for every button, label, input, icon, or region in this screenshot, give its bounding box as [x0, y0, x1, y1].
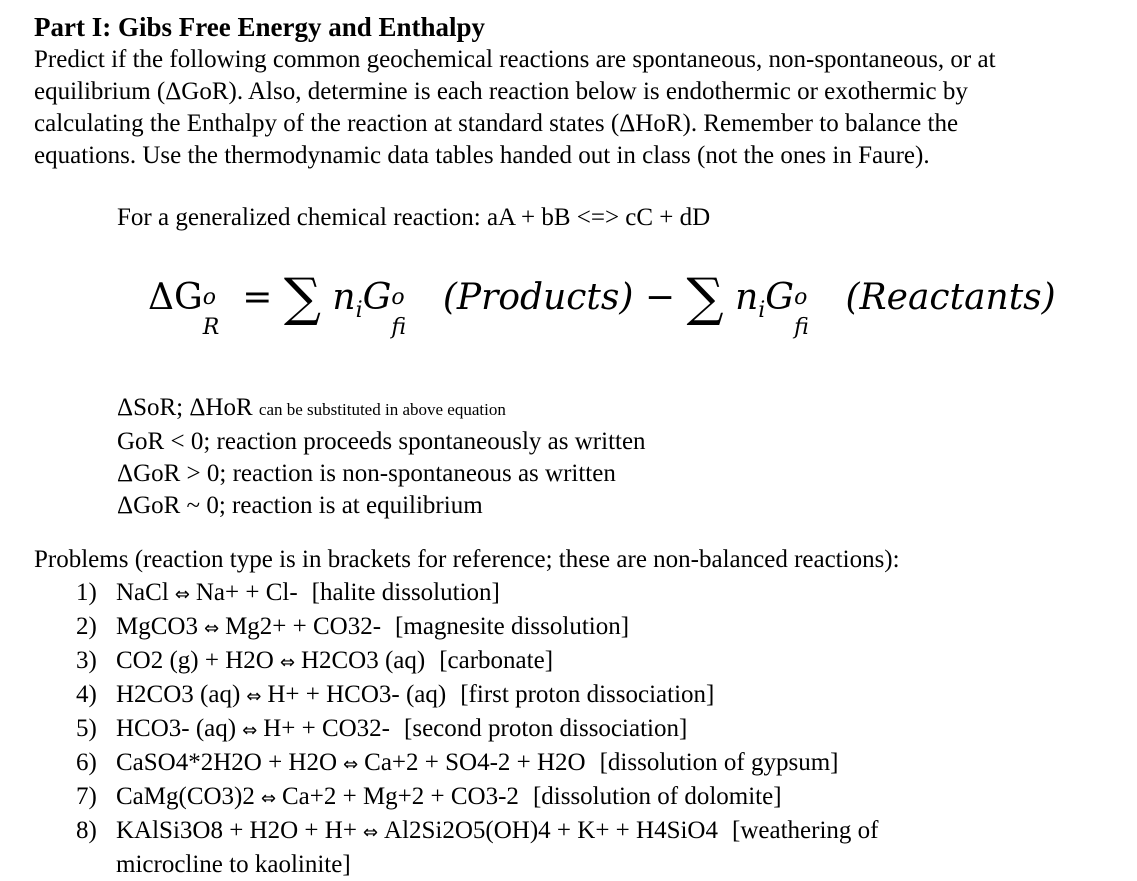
problem-item-continuation: microcline to kaolinite] — [116, 851, 351, 878]
criteria-line: ΔGoR > 0; reaction is non-spontaneous as written — [117, 460, 616, 487]
reaction-type: [dissolution of dolomite] — [532, 783, 782, 810]
problem-item — [76, 713, 878, 747]
reactants: CaMg(CO3)2 — [116, 783, 255, 810]
criteria-list — [117, 392, 646, 522]
problem-item — [76, 679, 878, 713]
eq-g-sup: o — [391, 285, 405, 310]
products: Ca+2 + Mg+2 + CO3-2 — [281, 783, 519, 810]
equilibrium-arrow-icon: ⇔ — [174, 584, 190, 605]
eq-equals: = — [242, 277, 273, 318]
criteria-line: GoR < 0; reaction proceeds spontaneously as written — [117, 428, 646, 455]
problems-heading: Problems (reaction type is in brackets for reference; these are non-balanced reactions): — [34, 546, 900, 573]
eq-g-sup: o — [794, 285, 808, 310]
problem-number: 1) — [76, 579, 97, 606]
intro-line: equilibrium (ΔGoR). Also, determine is each reaction below is endothermic or exothermic by — [34, 78, 968, 105]
problem-number: 4) — [76, 681, 97, 708]
problem-item — [76, 611, 878, 645]
products: Al2Si2O5(OH)4 + K+ + H4SiO4 — [384, 817, 718, 844]
intro-line: calculating the Enthalpy of the reaction at standard states (ΔHoR). Remember to balance the — [34, 110, 959, 137]
equilibrium-arrow-icon: ⇔ — [343, 754, 359, 775]
problem-item — [76, 781, 878, 815]
reaction-type: [weathering of — [732, 817, 879, 844]
equilibrium-arrow-icon: ⇔ — [203, 618, 220, 639]
products: H2CO3 (aq) — [300, 647, 426, 674]
eq-term-sub: i — [355, 298, 363, 323]
products: Mg2+ + CO32- — [225, 613, 382, 640]
reactants: HCO3- (aq) — [116, 715, 237, 742]
problem-item — [76, 645, 878, 679]
products: H+ + CO32- — [263, 715, 391, 742]
eq-products: (Products) — [442, 277, 634, 318]
problems-list — [76, 577, 878, 881]
eq-g: G — [362, 277, 392, 318]
reactants: H2CO3 (aq) — [116, 681, 241, 708]
criteria-symbols: ΔSoR; ΔHoR — [117, 394, 253, 421]
criteria-line — [117, 392, 646, 426]
sum-symbol: ∑ — [283, 268, 321, 328]
reactants: NaCl — [116, 579, 169, 606]
general-reaction: For a generalized chemical reaction: aA + bB <=> cC + dD — [117, 204, 711, 231]
eq-g: G — [765, 277, 795, 318]
sum-symbol: ∑ — [686, 268, 724, 328]
reactants: KAlSi3O8 + H2O + H+ — [116, 817, 357, 844]
problem-number: 2) — [76, 613, 97, 640]
products: Ca+2 + SO4-2 + H2O — [364, 749, 586, 776]
products: Na+ + Cl- — [195, 579, 298, 606]
problem-item — [76, 815, 878, 849]
reaction-type: [first proton dissociation] — [460, 681, 715, 708]
intro-line: equations. Use the thermodynamic data tables handed out in class (not the ones in Faure). — [34, 142, 930, 169]
eq-lhs-sup: o — [202, 285, 217, 310]
eq-g-sub: fi — [391, 315, 407, 340]
criteria-line: ΔGoR ~ 0; reaction is at equilibrium — [117, 492, 483, 519]
problem-number: 6) — [76, 749, 97, 776]
equilibrium-arrow-icon: ⇔ — [260, 788, 276, 809]
equilibrium-arrow-icon: ⇔ — [242, 720, 258, 741]
criteria-note: can be substituted in above equation — [258, 400, 506, 419]
reaction-type: [carbonate] — [439, 647, 554, 674]
eq-lhs-sub: R — [202, 315, 220, 340]
problem-item — [76, 577, 878, 611]
reactants: MgCO3 — [116, 613, 198, 640]
problem-number: 5) — [76, 715, 97, 742]
intro-paragraph — [34, 44, 1124, 172]
reaction-type: [dissolution of gypsum] — [599, 749, 839, 776]
intro-line: Predict if the following common geochemical reactions are spontaneous, non-spontaneous, or at — [34, 46, 996, 73]
reaction-type: [second proton dissociation] — [404, 715, 688, 742]
reaction-type: [halite dissolution] — [311, 579, 500, 606]
problem-number: 3) — [76, 647, 97, 674]
reaction-type: [magnesite dissolution] — [395, 613, 630, 640]
section-title: Part I: Gibs Free Energy and Enthalpy — [34, 12, 486, 42]
eq-term-sub: i — [758, 298, 766, 323]
reactants: CO2 (g) + H2O — [116, 647, 274, 674]
gibbs-equation — [148, 268, 1056, 340]
equilibrium-arrow-icon: ⇔ — [246, 686, 262, 707]
problem-number: 7) — [76, 783, 97, 810]
eq-g-sub: fi — [794, 315, 809, 340]
products: H+ + HCO3- (aq) — [267, 681, 447, 708]
eq-lhs: ΔG — [148, 277, 203, 318]
problem-number: 8) — [76, 817, 97, 844]
equilibrium-arrow-icon: ⇔ — [362, 822, 379, 843]
problem-item — [76, 747, 878, 781]
eq-reactants: (Reactants) — [845, 277, 1056, 318]
eq-term: n — [735, 277, 759, 318]
equilibrium-arrow-icon: ⇔ — [279, 652, 295, 673]
eq-term: n — [332, 277, 356, 318]
reactants: CaSO4*2H2O + H2O — [116, 749, 338, 776]
eq-minus: − — [644, 277, 676, 318]
